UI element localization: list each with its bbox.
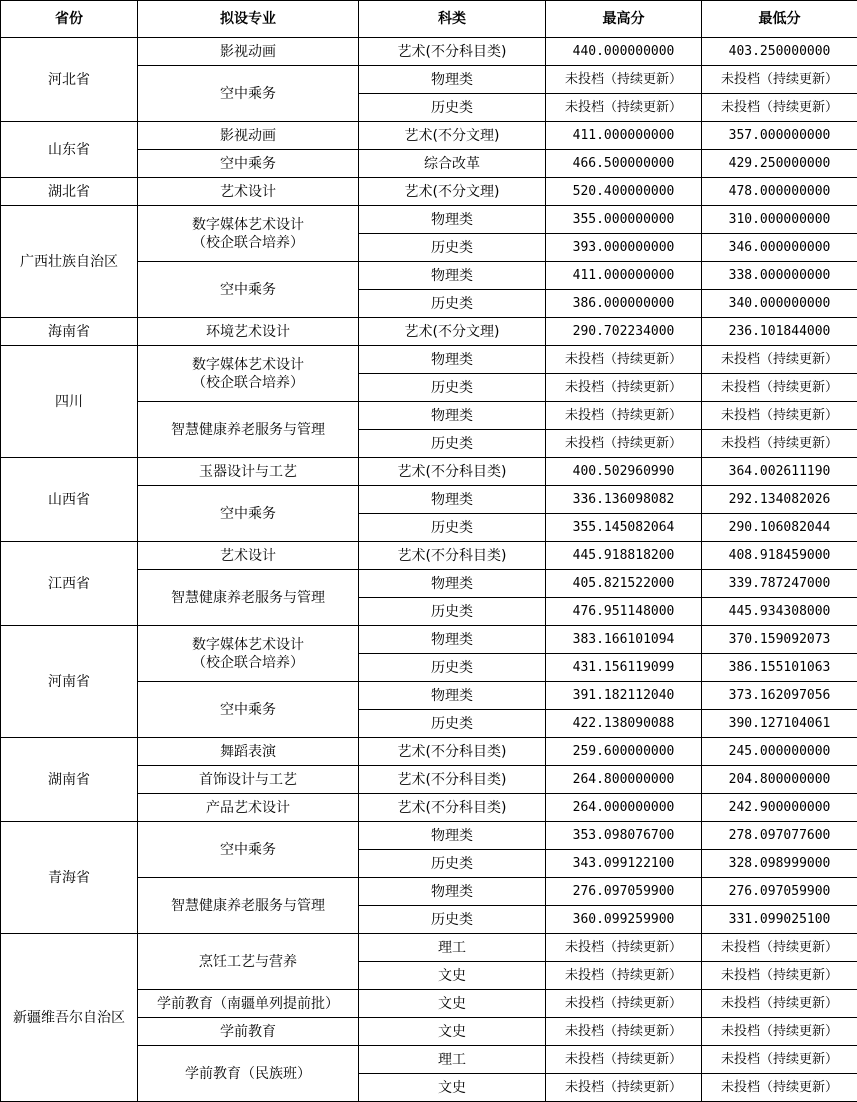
major-cell: 烹饪工艺与营养	[138, 934, 359, 990]
category-cell: 艺术(不分文理)	[359, 178, 546, 206]
max-score-cell: 未投档（持续更新）	[546, 402, 702, 430]
category-cell: 物理类	[359, 682, 546, 710]
major-cell: 艺术设计	[138, 178, 359, 206]
category-cell: 文史	[359, 1074, 546, 1102]
table-row	[1, 318, 857, 346]
category-cell: 历史类	[359, 290, 546, 318]
min-score-cell: 未投档（持续更新）	[702, 346, 857, 374]
max-score-cell: 386.000000000	[546, 290, 702, 318]
min-score-cell: 339.787247000	[702, 570, 857, 598]
category-cell: 历史类	[359, 94, 546, 122]
category-cell: 历史类	[359, 374, 546, 402]
table-row	[1, 458, 857, 486]
min-score-cell: 364.002611190	[702, 458, 857, 486]
category-cell: 物理类	[359, 822, 546, 850]
category-cell: 物理类	[359, 66, 546, 94]
max-score-cell: 264.800000000	[546, 766, 702, 794]
max-score-cell: 未投档（持续更新）	[546, 962, 702, 990]
max-score-cell: 276.097059900	[546, 878, 702, 906]
category-cell: 理工	[359, 934, 546, 962]
major-cell: 智慧健康养老服务与管理	[138, 878, 359, 934]
max-score-cell: 未投档（持续更新）	[546, 66, 702, 94]
min-score-cell: 未投档（持续更新）	[702, 94, 857, 122]
category-cell: 艺术(不分文理)	[359, 122, 546, 150]
major-cell: 学前教育（南疆单列提前批）	[138, 990, 359, 1018]
category-cell: 历史类	[359, 654, 546, 682]
min-score-cell: 未投档（持续更新）	[702, 66, 857, 94]
category-cell: 文史	[359, 962, 546, 990]
max-score-cell: 391.182112040	[546, 682, 702, 710]
major-cell: 智慧健康养老服务与管理	[138, 570, 359, 626]
max-score-cell: 476.951148000	[546, 598, 702, 626]
category-cell: 历史类	[359, 430, 546, 458]
max-score-cell: 383.166101094	[546, 626, 702, 654]
max-score-cell: 466.500000000	[546, 150, 702, 178]
category-cell: 综合改革	[359, 150, 546, 178]
max-score-cell: 520.400000000	[546, 178, 702, 206]
min-score-cell: 290.106082044	[702, 514, 857, 542]
min-score-cell: 276.097059900	[702, 878, 857, 906]
min-score-cell: 373.162097056	[702, 682, 857, 710]
category-cell: 历史类	[359, 906, 546, 934]
min-score-cell: 390.127104061	[702, 710, 857, 738]
min-score-cell: 386.155101063	[702, 654, 857, 682]
min-score-cell: 未投档（持续更新）	[702, 402, 857, 430]
max-score-cell: 未投档（持续更新）	[546, 1074, 702, 1102]
min-score-cell: 357.000000000	[702, 122, 857, 150]
min-score-cell: 370.159092073	[702, 626, 857, 654]
min-score-cell: 403.250000000	[702, 38, 857, 66]
major-cell: 空中乘务	[138, 682, 359, 738]
table-row	[1, 822, 857, 850]
province-cell: 青海省	[1, 822, 138, 934]
major-cell: 空中乘务	[138, 822, 359, 878]
max-score-cell: 422.138090088	[546, 710, 702, 738]
category-cell: 艺术(不分科目类)	[359, 738, 546, 766]
min-score-cell: 310.000000000	[702, 206, 857, 234]
major-cell: 学前教育	[138, 1018, 359, 1046]
province-cell: 四川	[1, 346, 138, 458]
category-cell: 物理类	[359, 262, 546, 290]
major-cell: 影视动画	[138, 38, 359, 66]
major-cell: 首饰设计与工艺	[138, 766, 359, 794]
header-major: 拟设专业	[138, 1, 359, 38]
max-score-cell: 400.502960990	[546, 458, 702, 486]
category-cell: 历史类	[359, 598, 546, 626]
max-score-cell: 405.821522000	[546, 570, 702, 598]
max-score-cell: 259.600000000	[546, 738, 702, 766]
province-cell: 山东省	[1, 122, 138, 178]
min-score-cell: 292.134082026	[702, 486, 857, 514]
category-cell: 物理类	[359, 626, 546, 654]
category-cell: 文史	[359, 1018, 546, 1046]
category-cell: 历史类	[359, 850, 546, 878]
max-score-cell: 355.000000000	[546, 206, 702, 234]
header-province: 省份	[1, 1, 138, 38]
category-cell: 物理类	[359, 346, 546, 374]
category-cell: 文史	[359, 990, 546, 1018]
category-cell: 物理类	[359, 402, 546, 430]
table-body	[1, 38, 857, 1102]
max-score-cell: 未投档（持续更新）	[546, 934, 702, 962]
category-cell: 艺术(不分科目类)	[359, 458, 546, 486]
header-category: 科类	[359, 1, 546, 38]
major-cell: 产品艺术设计	[138, 794, 359, 822]
table-row	[1, 346, 857, 374]
min-score-cell: 429.250000000	[702, 150, 857, 178]
category-cell: 艺术(不分科目类)	[359, 542, 546, 570]
table-row	[1, 122, 857, 150]
major-cell: 玉器设计与工艺	[138, 458, 359, 486]
max-score-cell: 353.098076700	[546, 822, 702, 850]
max-score-cell: 431.156119099	[546, 654, 702, 682]
province-cell: 新疆维吾尔自治区	[1, 934, 138, 1102]
min-score-cell: 245.000000000	[702, 738, 857, 766]
category-cell: 艺术(不分文理)	[359, 318, 546, 346]
max-score-cell: 445.918818200	[546, 542, 702, 570]
max-score-cell: 未投档（持续更新）	[546, 990, 702, 1018]
min-score-cell: 445.934308000	[702, 598, 857, 626]
province-cell: 海南省	[1, 318, 138, 346]
min-score-cell: 478.000000000	[702, 178, 857, 206]
min-score-cell: 338.000000000	[702, 262, 857, 290]
max-score-cell: 未投档（持续更新）	[546, 374, 702, 402]
province-cell: 江西省	[1, 542, 138, 626]
major-cell: 智慧健康养老服务与管理	[138, 402, 359, 458]
min-score-cell: 未投档（持续更新）	[702, 1018, 857, 1046]
province-cell: 河北省	[1, 38, 138, 122]
major-cell: 环境艺术设计	[138, 318, 359, 346]
min-score-cell: 408.918459000	[702, 542, 857, 570]
max-score-cell: 290.702234000	[546, 318, 702, 346]
max-score-cell: 336.136098082	[546, 486, 702, 514]
max-score-cell: 264.000000000	[546, 794, 702, 822]
min-score-cell: 未投档（持续更新）	[702, 990, 857, 1018]
category-cell: 物理类	[359, 570, 546, 598]
min-score-cell: 331.099025100	[702, 906, 857, 934]
category-cell: 物理类	[359, 206, 546, 234]
major-cell: 数字媒体艺术设计 （校企联合培养）	[138, 346, 359, 402]
major-cell: 数字媒体艺术设计 （校企联合培养）	[138, 626, 359, 682]
province-cell: 河南省	[1, 626, 138, 738]
min-score-cell: 204.800000000	[702, 766, 857, 794]
major-cell: 空中乘务	[138, 262, 359, 318]
max-score-cell: 411.000000000	[546, 122, 702, 150]
header-max-score: 最高分	[546, 1, 702, 38]
major-cell: 空中乘务	[138, 66, 359, 122]
min-score-cell: 346.000000000	[702, 234, 857, 262]
major-cell: 数字媒体艺术设计 （校企联合培养）	[138, 206, 359, 262]
min-score-cell: 未投档（持续更新）	[702, 430, 857, 458]
min-score-cell: 未投档（持续更新）	[702, 1074, 857, 1102]
category-cell: 历史类	[359, 514, 546, 542]
max-score-cell: 360.099259900	[546, 906, 702, 934]
major-cell: 艺术设计	[138, 542, 359, 570]
major-cell: 学前教育（民族班）	[138, 1046, 359, 1102]
table-row	[1, 626, 857, 654]
min-score-cell: 未投档（持续更新）	[702, 934, 857, 962]
max-score-cell: 440.000000000	[546, 38, 702, 66]
max-score-cell: 未投档（持续更新）	[546, 346, 702, 374]
category-cell: 历史类	[359, 234, 546, 262]
header-min-score: 最低分	[702, 1, 857, 38]
table-row	[1, 934, 857, 962]
max-score-cell: 393.000000000	[546, 234, 702, 262]
major-cell: 舞蹈表演	[138, 738, 359, 766]
header-row	[1, 1, 857, 38]
min-score-cell: 未投档（持续更新）	[702, 962, 857, 990]
max-score-cell: 未投档（持续更新）	[546, 94, 702, 122]
table-row	[1, 542, 857, 570]
category-cell: 艺术(不分科目类)	[359, 38, 546, 66]
category-cell: 历史类	[359, 710, 546, 738]
max-score-cell: 未投档（持续更新）	[546, 430, 702, 458]
max-score-cell: 411.000000000	[546, 262, 702, 290]
max-score-cell: 343.099122100	[546, 850, 702, 878]
category-cell: 理工	[359, 1046, 546, 1074]
major-cell: 空中乘务	[138, 150, 359, 178]
major-cell: 影视动画	[138, 122, 359, 150]
min-score-cell: 未投档（持续更新）	[702, 1046, 857, 1074]
category-cell: 艺术(不分科目类)	[359, 794, 546, 822]
max-score-cell: 未投档（持续更新）	[546, 1046, 702, 1074]
table-row	[1, 178, 857, 206]
province-cell: 广西壮族自治区	[1, 206, 138, 318]
min-score-cell: 242.900000000	[702, 794, 857, 822]
min-score-cell: 340.000000000	[702, 290, 857, 318]
category-cell: 物理类	[359, 878, 546, 906]
max-score-cell: 355.145082064	[546, 514, 702, 542]
table-row	[1, 38, 857, 66]
min-score-cell: 236.101844000	[702, 318, 857, 346]
max-score-cell: 未投档（持续更新）	[546, 1018, 702, 1046]
table-row	[1, 738, 857, 766]
category-cell: 物理类	[359, 486, 546, 514]
province-cell: 湖北省	[1, 178, 138, 206]
province-cell: 山西省	[1, 458, 138, 542]
min-score-cell: 未投档（持续更新）	[702, 374, 857, 402]
province-cell: 湖南省	[1, 738, 138, 822]
min-score-cell: 328.098999000	[702, 850, 857, 878]
min-score-cell: 278.097077600	[702, 822, 857, 850]
table-row	[1, 206, 857, 234]
category-cell: 艺术(不分科目类)	[359, 766, 546, 794]
major-cell: 空中乘务	[138, 486, 359, 542]
